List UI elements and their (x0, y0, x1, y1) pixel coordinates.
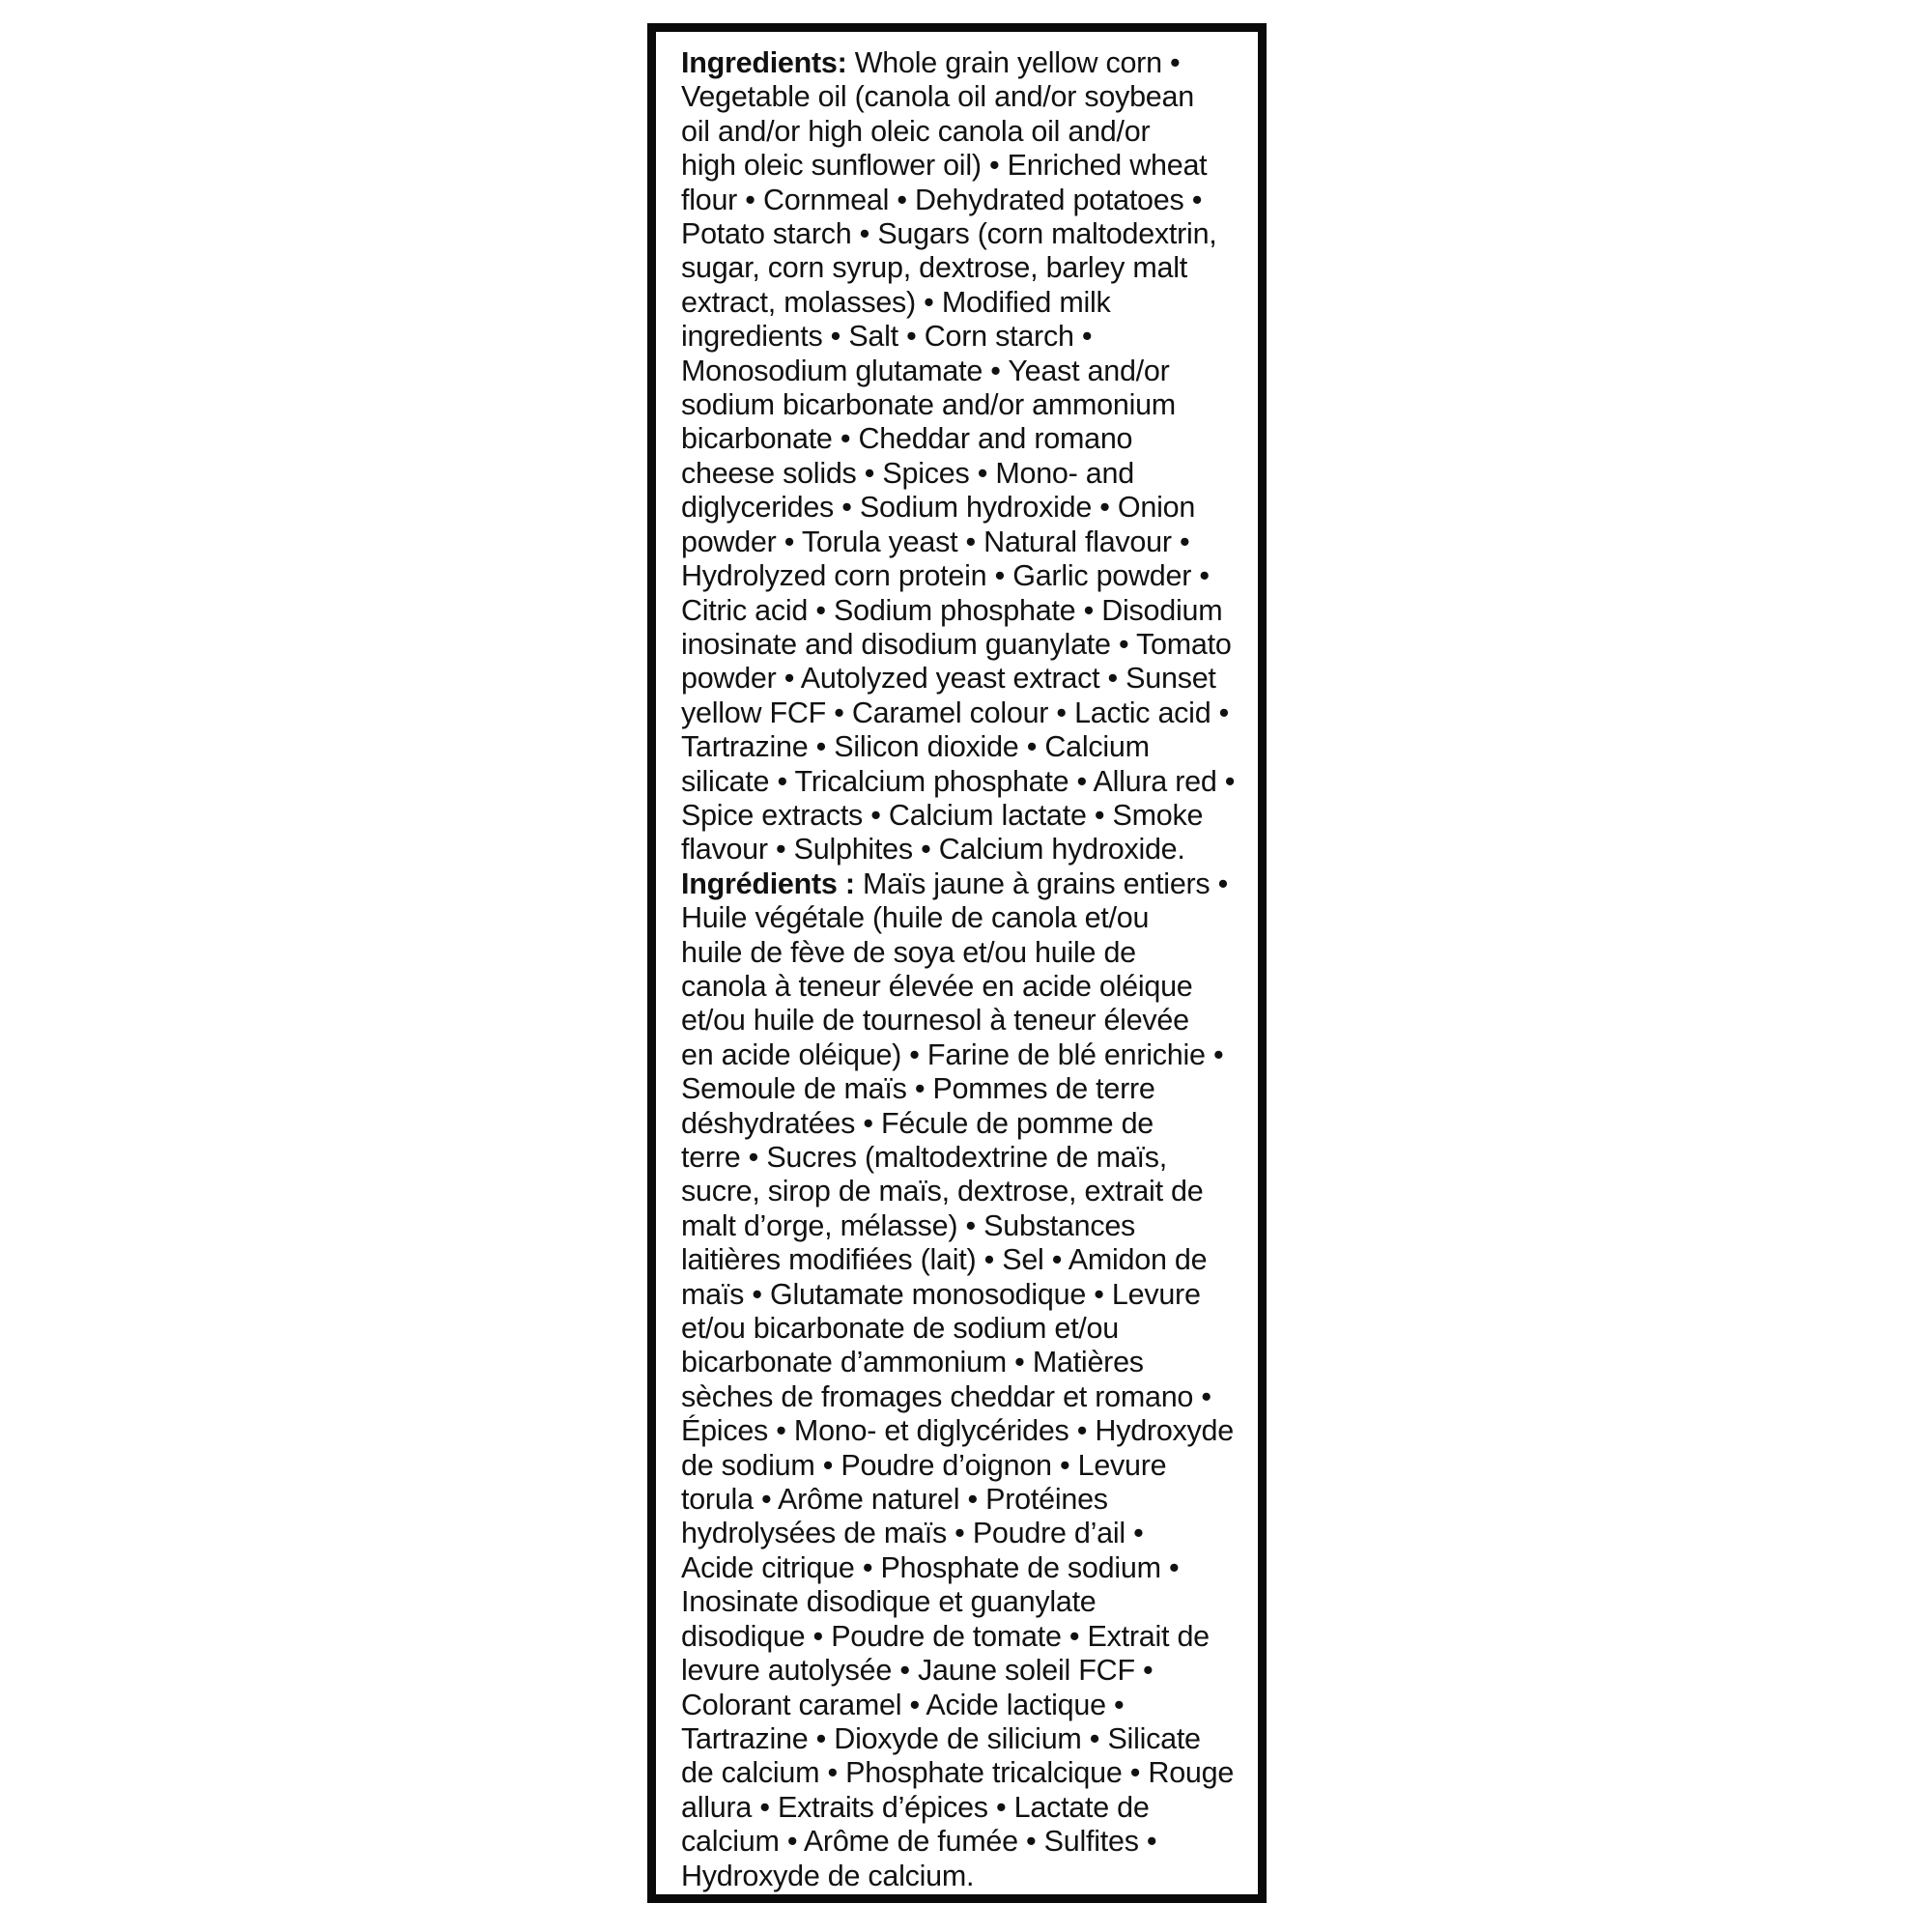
ingredients-fr-line: sucre, sirop de maïs, dextrose, extrait de (681, 1175, 1204, 1208)
ingredients-fr-line: Tartrazine • Dioxyde de silicium • Silicate (681, 1721, 1201, 1755)
ingredients-fr-line: et/ou huile de tournesol à teneur élevée (681, 1004, 1189, 1037)
ingredients-fr-line: Huile végétale (huile de canola et/ou (681, 901, 1150, 935)
ingredients-en-line: Hydrolyzed corn protein • Garlic powder • (681, 559, 1210, 593)
ingredients-fr-line: malt d’orge, mélasse) • Substances (681, 1208, 1136, 1242)
ingredients-en-heading: Ingredients: (681, 46, 847, 79)
ingredients-fr-line: de calcium • Phosphate tricalcique • Rouge (681, 1756, 1235, 1790)
ingredients-fr-line: torula • Arôme naturel • Protéines (681, 1483, 1108, 1517)
ingredients-fr-line: laitières modifiées (lait) • Sel • Amidon de (681, 1243, 1208, 1277)
ingredients-fr-line: levure autolysée • Jaune soleil FCF • (681, 1654, 1154, 1688)
ingredients-fr-line: calcium • Arôme de fumée • Sulfites • (681, 1825, 1157, 1859)
ingredients-fr-heading: Ingrédients : (681, 867, 855, 900)
ingredients-panel (647, 23, 1267, 1903)
ingredients-fr-line: Acide citrique • Phosphate de sodium • (681, 1550, 1180, 1584)
ingredients-fr-line: huile de fève de soya et/ou huile de (681, 935, 1136, 969)
ingredients-fr-line: Colorant caramel • Acide lactique • (681, 1688, 1125, 1721)
ingredients-fr-line-1 (681, 867, 1251, 901)
ingredients-en-line: sugar, corn syrup, dextrose, barley malt (681, 251, 1187, 285)
ingredients-en-line: cheese solids • Spices • Mono- and (681, 456, 1134, 490)
ingredients-fr-line-text: Maïs jaune à grains entiers • (854, 867, 1229, 900)
ingredients-en-line: powder • Autolyzed yeast extract • Sunset (681, 662, 1216, 696)
ingredients-en-line: extract, molasses) • Modified milk (681, 285, 1111, 319)
ingredients-fr-line: allura • Extraits d’épices • Lactate de (681, 1790, 1150, 1824)
ingredients-en-line: diglycerides • Sodium hydroxide • Onion (681, 491, 1196, 525)
ingredients-text (681, 46, 1251, 1893)
ingredients-fr-line: en acide oléique) • Farine de blé enrichie • (681, 1037, 1224, 1071)
ingredients-en-line: sodium bicarbonate and/or ammonium (681, 388, 1176, 422)
ingredients-en-line: ingredients • Salt • Corn starch • (681, 320, 1093, 354)
ingredients-fr-line: déshydratées • Fécule de pomme de (681, 1106, 1154, 1140)
ingredients-en-line: Monosodium glutamate • Yeast and/or (681, 354, 1170, 387)
ingredients-en-line: high oleic sunflower oil) • Enriched wheat (681, 149, 1208, 183)
ingredients-en-line: Potato starch • Sugars (corn maltodextrin, (681, 217, 1217, 251)
ingredients-fr-line: terre • Sucres (maltodextrine de maïs, (681, 1141, 1167, 1174)
ingredients-en-line: silicate • Tricalcium phosphate • Allura red • (681, 764, 1236, 798)
ingredients-fr-line: de sodium • Poudre d’oignon • Levure (681, 1448, 1167, 1482)
ingredients-en-line: Vegetable oil (canola oil and/or soybean (681, 80, 1194, 114)
ingredients-en-line: inosinate and disodium guanylate • Tomato (681, 627, 1232, 661)
ingredients-en-line: flour • Cornmeal • Dehydrated potatoes • (681, 183, 1203, 216)
ingredients-fr-line: maïs • Glutamate monosodique • Levure (681, 1277, 1201, 1311)
ingredients-fr-line: Hydroxyde de calcium. (681, 1859, 975, 1892)
ingredients-en-line: bicarbonate • Cheddar and romano (681, 422, 1133, 456)
ingredients-fr-line: Épices • Mono- et diglycérides • Hydroxyde (681, 1414, 1234, 1448)
ingredients-en-line-text: Whole grain yellow corn • (846, 46, 1181, 79)
ingredients-fr-line: bicarbonate d’ammonium • Matières (681, 1346, 1144, 1379)
ingredients-fr-line: disodique • Poudre de tomate • Extrait de (681, 1619, 1210, 1653)
ingredients-en-line-1 (681, 46, 1251, 80)
ingredients-fr-line: hydrolysées de maïs • Poudre d’ail • (681, 1517, 1144, 1550)
ingredients-fr-line: et/ou bicarbonate de sodium et/ou (681, 1312, 1119, 1346)
ingredients-en-line: flavour • Sulphites • Calcium hydroxide. (681, 833, 1185, 867)
ingredients-fr-line: canola à teneur élevée en acide oléique (681, 969, 1193, 1003)
ingredients-en-line: oil and/or high oleic canola oil and/or (681, 114, 1151, 148)
ingredients-en-line: Tartrazine • Silicon dioxide • Calcium (681, 730, 1150, 764)
ingredients-fr-line: Inosinate disodique et guanylate (681, 1585, 1097, 1619)
ingredients-fr-line: Semoule de maïs • Pommes de terre (681, 1072, 1155, 1106)
ingredients-fr-line: sèches de fromages cheddar et romano • (681, 1379, 1211, 1413)
ingredients-en-line: Citric acid • Sodium phosphate • Disodium (681, 593, 1223, 627)
ingredients-en-line: yellow FCF • Caramel colour • Lactic acid • (681, 696, 1230, 729)
ingredients-en-line: powder • Torula yeast • Natural flavour • (681, 525, 1190, 558)
ingredients-en-line: Spice extracts • Calcium lactate • Smoke (681, 798, 1204, 832)
